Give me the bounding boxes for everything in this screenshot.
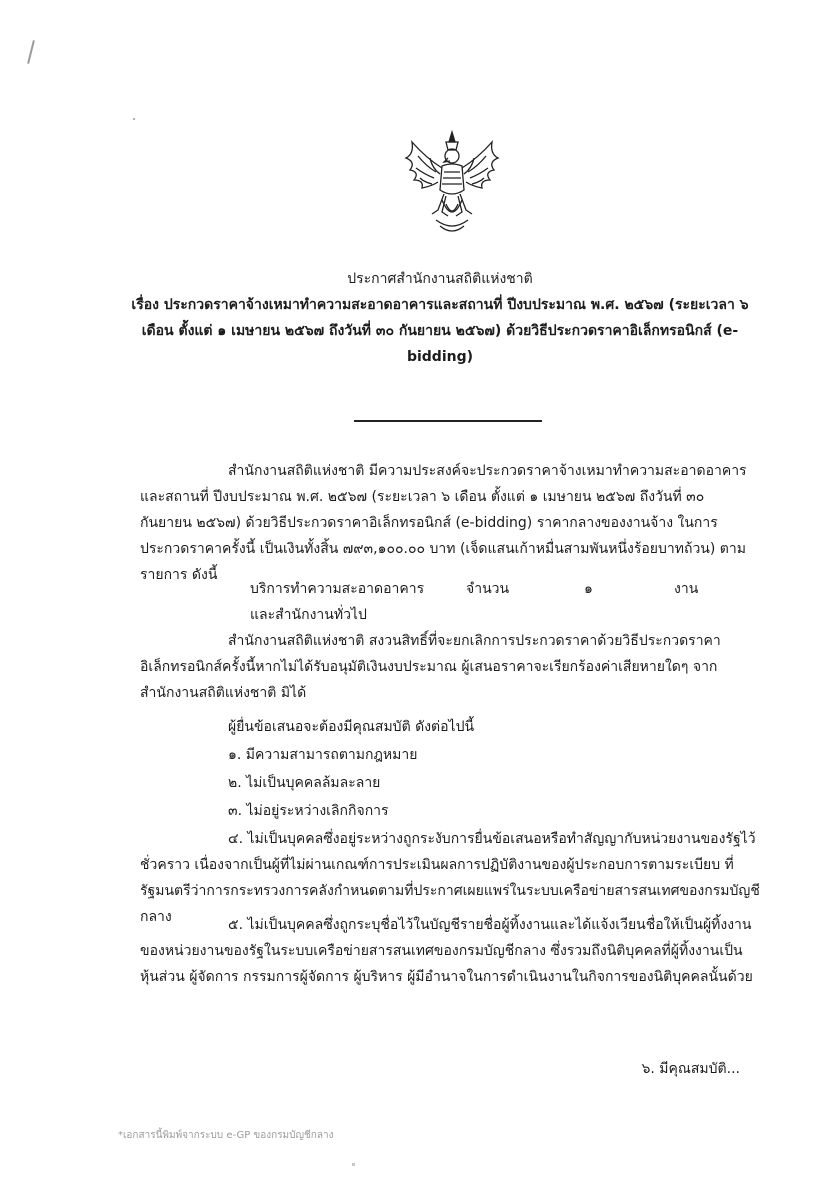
item-name: บริการทำความสะอาดอาคาร [250, 581, 425, 597]
footer-dot [352, 1163, 355, 1166]
item-unit: งาน [674, 581, 699, 597]
item-row [250, 576, 730, 602]
item-name-line2: และสำนักงานทั่วไป [250, 607, 367, 623]
announcement-header [120, 266, 760, 370]
qualification-item: ๒. ไม่เป็นบุคคลล้มละลาย [228, 775, 381, 791]
footer-note: *เอกสารนี้พิมพ์จากระบบ e-GP ของกรมบัญชีกลาง [118, 1130, 334, 1141]
qualification-item: ๑. มีความสามารถตามกฎหมาย [228, 747, 418, 763]
garuda-emblem-icon [392, 128, 512, 240]
stray-dot [133, 118, 135, 120]
stray-pen-mark [27, 40, 35, 64]
item-quantity-label: จำนวน [466, 581, 510, 597]
title-divider [354, 420, 542, 422]
announcement-title: ประกาศสำนักงานสถิติแห่งชาติ [347, 271, 533, 287]
qualification-item-4: ๔. ไม่เป็นบุคคลซึ่งอยู่ระหว่างถูกระงับการยื่นข้อเสนอหรือทำสัญญากับหน่วยงานของรัฐไว้ชั่วคราว เนื่องจากเป็นผู้ที่ไม่ผ่านเกณฑ์การประเมินผลการปฏิบัติงานของผู้ประกอบการตามระเบียบ ที่รัฐมนตรีว่าการกระทรวงการคลังกำหนดตามที่ประกาศเผยแพร่ในระบบเครือข่ายสารสนเทศของกรมบัญชีกลาง [140, 831, 760, 925]
qualifications-title: ผู้ยื่นข้อเสนอจะต้องมีคุณสมบัติ ดังต่อไปนี้ [228, 719, 475, 735]
paragraph-intro: สำนักงานสถิติแห่งชาติ มีความประสงค์จะประกวดราคาจ้างเหมาทำความสะอาดอาคารและสถานที่ ปีงบประมาณ พ.ศ. ๒๕๖๗ (ระยะเวลา ๖ เดือน ตั้งแต่ ๑ เมษายน ๒๕๖๗ ถึงวันที่ ๓๐ กันยายน ๒๕๖๗) ด้วยวิธีประกวดราคาอิเล็กทรอนิกส์ (e-bidding) ราคากลางของงานจ้าง ในการประกวดราคาครั้งนี้ เป็นเงินทั้งสิ้น ๗๙๓,๑๐๐.๐๐ บาท (เจ็ดแสนเก้าหมื่นสามพันหนึ่งร้อยบาทถ้วน) ตามรายการ ดังนี้ [140, 463, 747, 583]
announcement-subject: เรื่อง ประกวดราคาจ้างเหมาทำความสะอาดอาคารและสถานที่ ปีงบประมาณ พ.ศ. ๒๕๖๗ (ระยะเวลา ๖ เดือน ตั้งแต่ ๑ เมษายน ๒๕๖๗ ถึงวันที่ ๓๐ กันยายน ๒๕๖๗) ด้วยวิธีประกวดราคาอิเล็กทรอนิกส์ (e-bidding) [131, 297, 749, 365]
paragraph-reservation: สำนักงานสถิติแห่งชาติ สงวนสิทธิ์ที่จะยกเลิกการประกวดราคาด้วยวิธีประกวดราคา อิเล็กทรอนิกส์ครั้งนี้หากไม่ได้รับอนุมัติเงินงบประมาณ ผู้เสนอราคาจะเรียกร้องค่าเสียหายใดๆ จากสำนักงานสถิติแห่งชาติ มิได้ [140, 633, 721, 701]
qualification-item-5: ๕. ไม่เป็นบุคคลซึ่งถูกระบุชื่อไว้ในบัญชีรายชื่อผู้ทิ้งงานและได้แจ้งเวียนชื่อให้เป็นผู้ทิ้งงานของหน่วยงานของรัฐในระบบเครือข่ายสารสนเทศของกรมบัญชีกลาง ซึ่งรวมถึงนิติบุคคลที่ผู้ทิ้งงานเป็นหุ้นส่วน ผู้จัดการ กรรมการผู้จัดการ ผู้บริหาร ผู้มีอำนาจในการดำเนินงานในกิจการของนิติบุคคลนั้นด้วย [140, 917, 753, 985]
qualification-item: ๓. ไม่อยู่ระหว่างเลิกกิจการ [228, 803, 389, 819]
item-quantity: ๑ [584, 581, 593, 597]
page-continuation: ๖. มีคุณสมบัติ... [641, 1061, 740, 1077]
